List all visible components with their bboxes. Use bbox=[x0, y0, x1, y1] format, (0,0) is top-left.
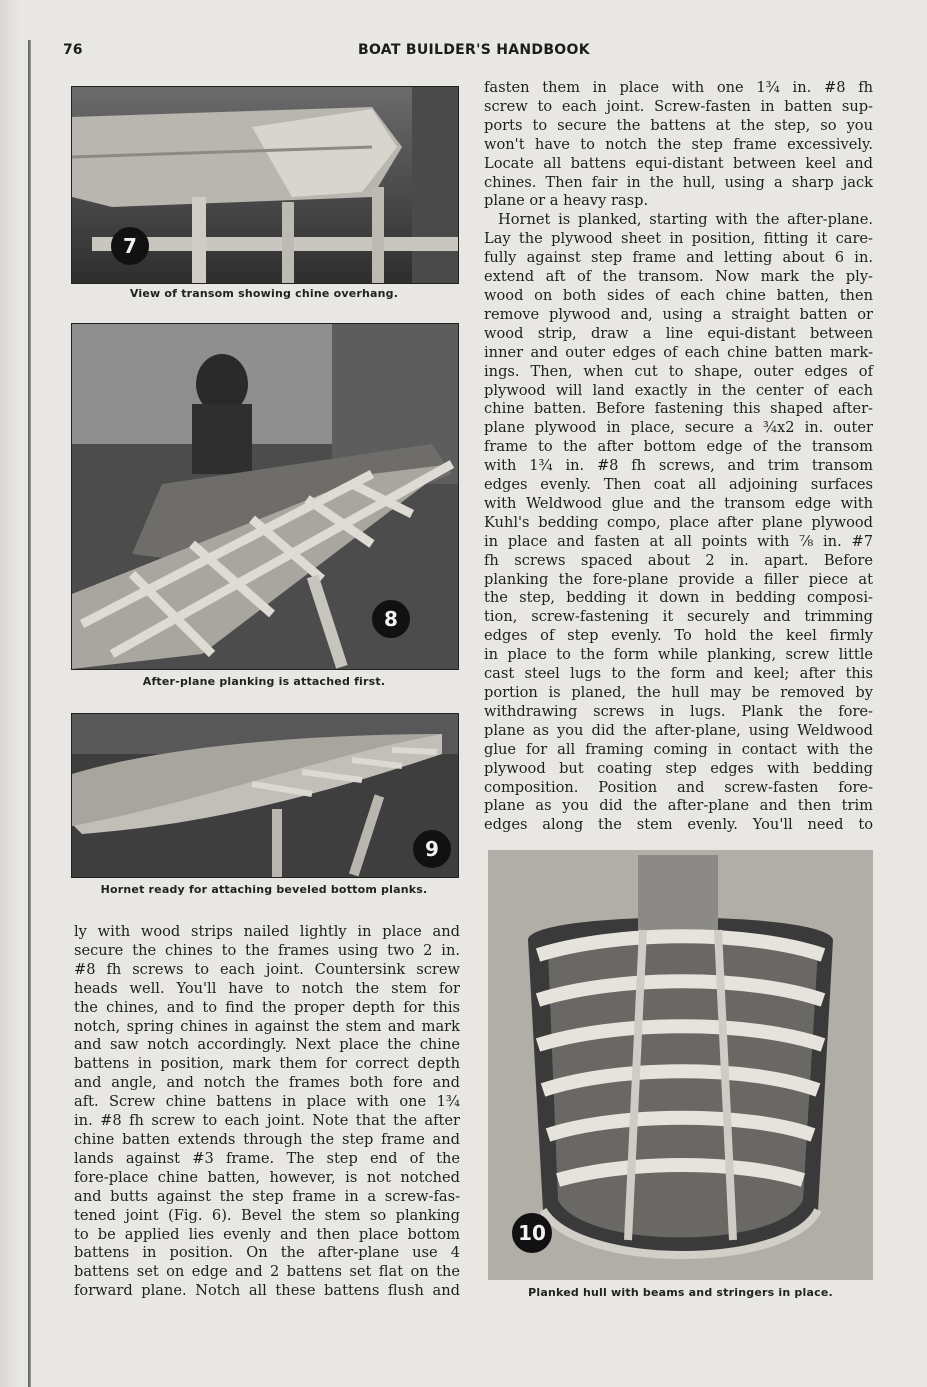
figure-8-photo bbox=[71, 323, 459, 670]
left-paragraph bbox=[74, 923, 460, 1301]
text-line: Lay the plywood sheet in position, fitting it care- bbox=[484, 230, 873, 248]
text-line: edges along the stem evenly. You'll need to bbox=[484, 816, 873, 834]
text-line: battens in position, mark them for correct depth bbox=[74, 1055, 460, 1073]
text-line: battens in position. On the after-plane use 4 bbox=[74, 1244, 460, 1262]
text-line: with Weldwood glue and the transom edge with bbox=[484, 494, 873, 512]
text-line: remove plywood and, using a straight batten or bbox=[484, 305, 873, 323]
text-line: with 1¾ in. #8 fh screws, and trim transom bbox=[484, 457, 873, 475]
text-line: lands against #3 frame. The step end of the bbox=[74, 1149, 460, 1167]
text-line: portion is planed, the hull may be removed by bbox=[484, 684, 873, 701]
text-line: Kuhl's bedding compo, place after plane plywood bbox=[484, 513, 873, 531]
text-line: #8 fh screws to each joint. Countersink screw bbox=[74, 960, 460, 978]
text-line: won't have to notch the step frame excessively. bbox=[484, 135, 873, 153]
text-line: cast steel lugs to the form and keel; after this bbox=[484, 665, 873, 683]
text-line: fore-place chine batten, however, is not notched bbox=[74, 1168, 460, 1186]
text-line: wood strip, draw a line equi-distant between bbox=[484, 324, 873, 342]
text-line: plywood will land exactly in the center of each bbox=[484, 381, 873, 399]
figure-7-number-badge: 7 bbox=[111, 227, 149, 265]
page-binding-edge bbox=[28, 40, 31, 1387]
text-line: ly with wood strips nailed lightly in place and bbox=[74, 923, 460, 940]
page-number: 76 bbox=[63, 42, 83, 58]
figure-10-number-badge: 10 bbox=[512, 1213, 552, 1253]
running-head: BOAT BUILDER'S HANDBOOK bbox=[358, 42, 590, 58]
text-line: in place to the form while planking, screw little bbox=[484, 646, 873, 664]
text-line: edges evenly. Then coat all adjoining surfaces bbox=[484, 476, 873, 494]
text-line: screw to each joint. Screw-fasten in batten sup- bbox=[484, 97, 873, 115]
text-line: fasten them in place with one 1¾ in. #8 fh bbox=[484, 79, 873, 96]
text-line: plane plywood in place, secure a ¾x2 in. outer bbox=[484, 419, 873, 437]
text-line: and angle, and notch the frames both fore and bbox=[74, 1074, 460, 1092]
text-line: chine batten. Before fastening this shaped after- bbox=[484, 400, 873, 418]
scan-corner-mark bbox=[905, 3, 925, 21]
text-line: secure the chines to the frames using two 2 in. bbox=[74, 941, 460, 959]
text-line: fh screws spaced about 2 in. apart. Before bbox=[484, 551, 873, 569]
text-line: plane as you did the after-plane, using Weldwood bbox=[484, 721, 873, 739]
figure-9-number-badge: 9 bbox=[413, 830, 451, 868]
text-line: forward plane. Notch all these battens flush and bbox=[74, 1282, 460, 1300]
text-line: the chines, and to find the proper depth for this bbox=[74, 998, 460, 1016]
text-line: aft. Screw chine battens in place with one 1¾ bbox=[74, 1093, 460, 1111]
figure-9-caption: Hornet ready for attaching beveled bottom planks. bbox=[100, 883, 428, 896]
text-line: ings. Then, when cut to shape, outer edges of bbox=[484, 362, 873, 380]
text-line: planking the fore-plane provide a filler piece at bbox=[484, 570, 873, 588]
figure-10-photo bbox=[488, 850, 873, 1280]
right-paragraph-2 bbox=[484, 211, 873, 835]
text-line: composition. Position and screw-fasten fore- bbox=[484, 778, 873, 796]
text-line: in place and fasten at all points with ⅞ in. #7 bbox=[484, 532, 873, 550]
text-line: inner and outer edges of each chine batten mark- bbox=[484, 343, 873, 361]
text-line: and butts against the step frame in a screw-fas- bbox=[74, 1187, 460, 1205]
text-line: Locate all battens equi-distant between keel and bbox=[484, 154, 873, 172]
text-line: plane or a heavy rasp. bbox=[484, 192, 649, 210]
text-line: ports to secure the battens at the step, so you bbox=[484, 116, 873, 134]
text-line: edges of step evenly. To hold the keel firmly bbox=[484, 627, 873, 645]
text-line: heads well. You'll have to notch the stem for bbox=[74, 979, 460, 997]
right-paragraph-1 bbox=[484, 79, 873, 211]
figure-8-number-badge: 8 bbox=[372, 600, 410, 638]
right-column-text bbox=[484, 79, 873, 835]
page-gutter-shadow bbox=[0, 0, 20, 1387]
figure-8-caption: After-plane planking is attached first. bbox=[142, 675, 386, 688]
text-line: plane as you did the after-plane and then trim bbox=[484, 797, 873, 815]
text-line: tion, screw-fastening it securely and trimming bbox=[484, 608, 873, 626]
text-line: chine batten extends through the step frame and bbox=[74, 1130, 460, 1148]
text-line: extend aft of the transom. Now mark the ply- bbox=[484, 268, 873, 286]
text-line: to be applied lies evenly and then place bottom bbox=[74, 1225, 460, 1243]
text-line: battens set on edge and 2 battens set flat on the bbox=[74, 1263, 460, 1281]
text-line: and saw notch accordingly. Next place the chine bbox=[74, 1036, 460, 1054]
text-line: plywood but coating step edges with bedding bbox=[484, 759, 873, 777]
text-line: tened joint (Fig. 6). Bevel the stem so planking bbox=[74, 1206, 460, 1224]
text-line: wood on both sides of each chine batten, then bbox=[484, 286, 873, 304]
text-line: glue for all framing coming in contact with the bbox=[484, 740, 873, 758]
figure-7-caption: View of transom showing chine overhang. bbox=[129, 287, 399, 300]
figure-7-photo bbox=[71, 86, 459, 284]
text-line: the step, bedding it down in bedding composi- bbox=[484, 589, 873, 607]
figure-10-caption: Planked hull with beams and stringers in place. bbox=[528, 1286, 833, 1299]
figure-9-photo bbox=[71, 713, 459, 878]
text-line: notch, spring chines in against the stem and mark bbox=[74, 1017, 460, 1035]
text-line: fully against step frame and letting about 6 in. bbox=[484, 249, 873, 267]
text-line: withdrawing screws in lugs. Plank the fore- bbox=[484, 702, 873, 720]
left-column-text bbox=[74, 923, 460, 1301]
text-line: in. #8 fh screw to each joint. Note that the after bbox=[74, 1112, 460, 1130]
text-line: chines. Then fair in the hull, using a sharp jack bbox=[484, 173, 873, 191]
text-line: Hornet is planked, starting with the after-plane. bbox=[498, 211, 873, 229]
text-line: frame to the after bottom edge of the transom bbox=[484, 438, 873, 456]
